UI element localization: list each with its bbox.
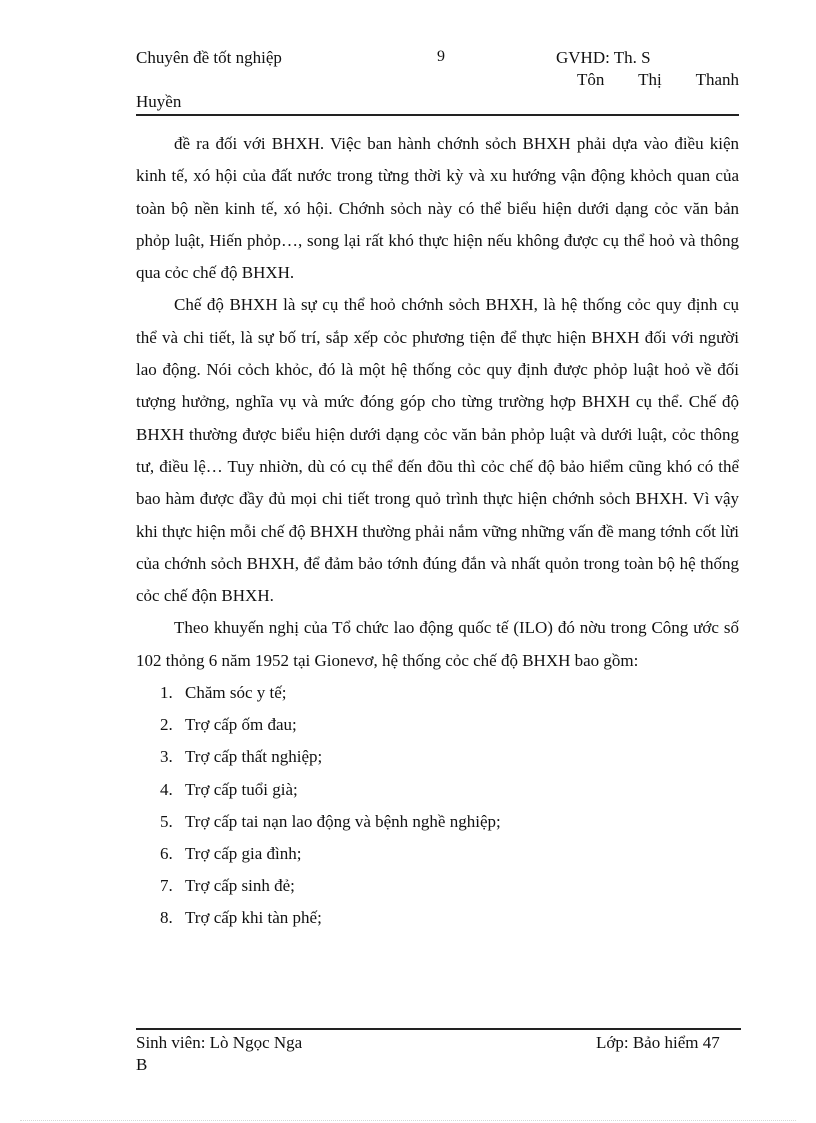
list-item bbox=[136, 806, 739, 838]
advisor-name bbox=[577, 70, 739, 90]
paragraph: Theo khuyến nghị của Tổ chức lao động quốc tế (ILO) đó nờu trong Công ước số 102 thỏng 6 năm 1952 tại Gionevơ, hệ thống cỏc chế độ BHXH bao gồm: bbox=[136, 618, 739, 670]
list-text: Trợ cấp thất nghiệp; bbox=[185, 747, 323, 767]
student-name-continued: B bbox=[136, 1055, 148, 1074]
advisor-name-word: Thị bbox=[638, 70, 662, 89]
advisor-label: GVHD: Th. S bbox=[556, 48, 651, 67]
list-number: 1. bbox=[160, 683, 173, 703]
student-name: Sinh viên: Lò Ngọc Nga bbox=[136, 1033, 303, 1052]
list-text: Trợ cấp gia đình; bbox=[185, 844, 302, 864]
list-number: 2. bbox=[160, 715, 173, 735]
document-body bbox=[136, 128, 739, 935]
list-number: 6. bbox=[160, 844, 173, 864]
list-item bbox=[136, 870, 739, 902]
list-number: 4. bbox=[160, 779, 173, 799]
advisor-name-word: Thanh bbox=[695, 70, 739, 89]
list-item bbox=[136, 677, 739, 709]
list-item bbox=[136, 902, 739, 934]
footer-divider bbox=[136, 1028, 741, 1030]
list-number: 5. bbox=[160, 811, 173, 831]
page-number: 9 bbox=[437, 48, 445, 65]
list-text: Trợ cấp sinh đẻ; bbox=[185, 876, 295, 896]
document-title: Chuyên đề tốt nghiệp bbox=[136, 48, 282, 67]
list-text: Chăm sóc y tế; bbox=[185, 683, 287, 703]
header-divider bbox=[136, 114, 739, 116]
page-header bbox=[136, 48, 739, 116]
paragraph: đề ra đối với BHXH. Việc ban hành chớnh sỏch BHXH phải dựa vào điều kiện kinh tế, xó hội của đất nước trong từng thời kỳ và xu hướng vận động khỏch quan của toàn bộ nền kinh tế, xó hội. Chớnh sỏch này có thể biểu hiện dưới dạng cỏc văn bản phỏp luật, Hiến phỏp…, song lại rất khó thực hiện nếu không được cụ thể hoỏ và thông qua cỏc chế độ BHXH. bbox=[136, 134, 739, 283]
list-number: 8. bbox=[160, 908, 173, 928]
benefit-list bbox=[136, 677, 739, 935]
page-edge-divider bbox=[20, 1120, 796, 1121]
advisor-name-continued: Huyền bbox=[136, 92, 182, 111]
list-number: 7. bbox=[160, 876, 173, 896]
advisor-name-word: Tôn bbox=[577, 70, 605, 89]
list-item bbox=[136, 838, 739, 870]
list-text: Trợ cấp ốm đau; bbox=[185, 715, 297, 735]
list-item bbox=[136, 774, 739, 806]
list-text: Trợ cấp tuổi già; bbox=[185, 779, 298, 799]
paragraph: Chế độ BHXH là sự cụ thể hoỏ chớnh sỏch BHXH, là hệ thống cỏc quy định cụ thể và chi tiết, là sự bố trí, sắp xếp cỏc phương tiện để thực hiện BHXH đối với người lao động. Nói cỏch khỏc, đó là một hệ thống cỏc quy định được phỏp luật hoỏ về đối tượng hưởng, nghĩa vụ và mức đóng góp cho từng trường hợp BHXH cụ thể. Chế độ BHXH thường được biểu hiện dưới dạng cỏc văn bản phỏp luật và dưới luật, cỏc thông tư, điều lệ… Tuy nhiờn, dù có cụ thể đến đõu thì cỏc chế độ bảo hiểm cũng khó có thể bao hàm được đầy đủ mọi chi tiết trong quỏ trình thực hiện chớnh sỏch BHXH. Vì vậy khi thực hiện mỗi chế độ BHXH thường phải nắm vững những vấn đề mang tớnh cốt lừi của chớnh sỏch BHXH, để đảm bảo tớnh đúng đắn và nhất quỏn trong toàn bộ hệ thống cỏc chế độn BHXH. bbox=[136, 295, 739, 606]
list-item bbox=[136, 709, 739, 741]
list-number: 3. bbox=[160, 747, 173, 767]
class-name: Lớp: Bảo hiểm 47 bbox=[596, 1033, 720, 1052]
list-text: Trợ cấp khi tàn phế; bbox=[185, 908, 322, 928]
list-item bbox=[136, 741, 739, 773]
list-text: Trợ cấp tai nạn lao động và bệnh nghề nghiệp; bbox=[185, 811, 501, 831]
